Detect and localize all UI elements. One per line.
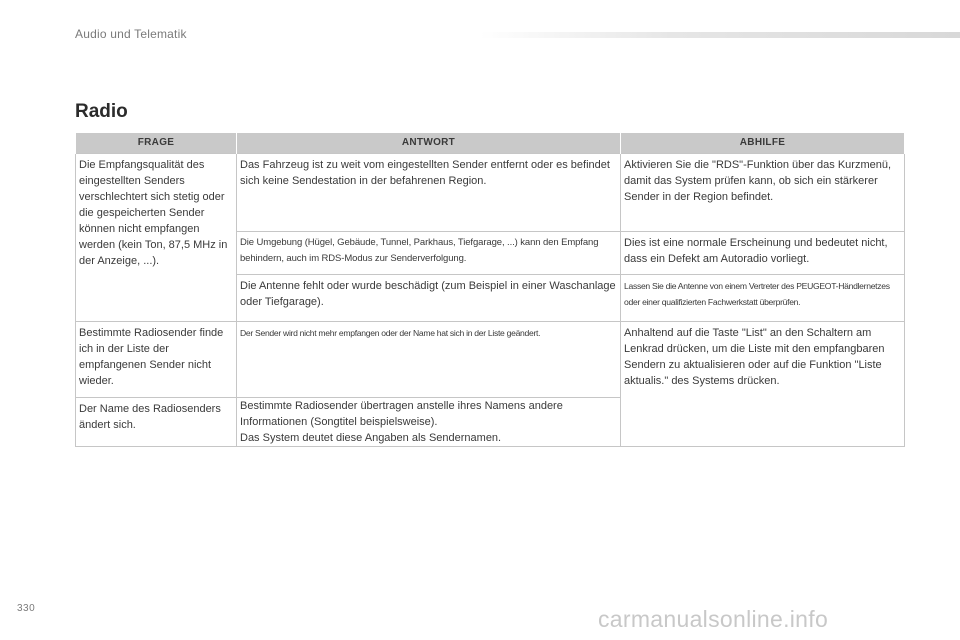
column-header-antwort: ANTWORT (237, 133, 621, 154)
abhilfe-cell: Aktivieren Sie die "RDS"-Funktion über das Kurzmenü, damit das System prüfen kann, ob sich ein stärkerer Sender in der Region befindet. (621, 154, 905, 232)
page-number: 330 (17, 603, 36, 614)
antwort-line: Bestimmte Radiosender übertragen anstelle ihres Namens andere Informationen (Songtitel beispielsweise). (240, 400, 563, 428)
chapter-title: Audio und Telematik (75, 27, 187, 41)
abhilfe-cell: Dies ist eine normale Erscheinung und bedeutet nicht, dass ein Defekt am Autoradio vorliegt. (621, 232, 905, 275)
frage-cell: Die Empfangsqualität des eingestellten Senders verschlechtert sich stetig oder die gespeicherten Sender können nicht empfangen werden (kein Ton, 87,5 MHz in der Anzeige, ...). (76, 154, 237, 322)
troubleshooting-table (75, 133, 905, 447)
watermark: carmanualsonline.info (598, 606, 829, 632)
frage-cell: Bestimmte Radiosender finde ich in der Liste der empfangenen Sender nicht wieder. (76, 322, 237, 398)
antwort-cell: Das Fahrzeug ist zu weit vom eingestellten Sender entfernt oder es befindet sich keine Sendestation in der befahrenen Region. (237, 154, 621, 232)
column-header-frage: FRAGE (76, 133, 237, 154)
abhilfe-cell: Lassen Sie die Antenne von einem Vertreter des PEUGEOT-Händlernetzes oder einer qualifizierten Fachwerkstatt überprüfen. (621, 275, 905, 322)
section-title: Radio (75, 101, 128, 122)
antwort-cell: Die Antenne fehlt oder wurde beschädigt (zum Beispiel in einer Waschanlage oder Tiefgarage). (237, 275, 621, 322)
antwort-cell: Der Sender wird nicht mehr empfangen oder der Name hat sich in der Liste geändert. (237, 322, 621, 398)
antwort-line: Das System deutet diese Angaben als Sendernamen. (240, 432, 502, 444)
antwort-cell: Die Umgebung (Hügel, Gebäude, Tunnel, Parkhaus, Tiefgarage, ...) kann den Empfang behindern, auch im RDS-Modus zur Senderverfolgung. (237, 232, 621, 275)
table-header-row (76, 133, 905, 154)
frage-cell: Der Name des Radiosenders ändert sich. (76, 398, 237, 447)
header-gradient-bar (480, 32, 960, 38)
antwort-cell (237, 398, 621, 447)
column-header-abhilfe: ABHILFE (621, 133, 905, 154)
table-row (76, 154, 905, 232)
abhilfe-cell: Anhaltend auf die Taste "List" an den Schaltern am Lenkrad drücken, um die Liste mit den empfangbaren Sendern zu aktualisieren oder auf die Funktion "Liste aktualis." des Systems drücken. (621, 322, 905, 447)
table-row (76, 322, 905, 398)
